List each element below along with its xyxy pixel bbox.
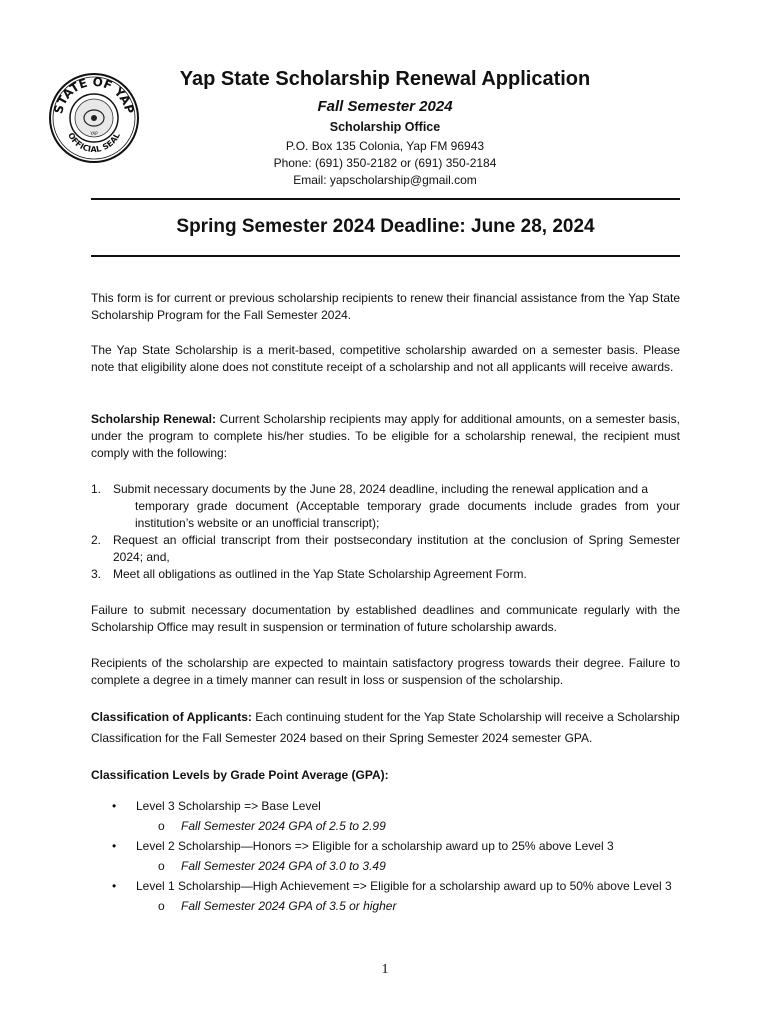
requirement-item [91,532,680,566]
level-item [112,836,680,856]
svg-text:STATE OF YAP: STATE OF YAP [51,74,137,116]
classification-label: Classification of Applicants: [91,710,252,724]
classification-paragraph [91,707,680,749]
level-gpa [112,896,680,916]
level-item [112,796,680,816]
requirement-text: Meet all obligations as outlined in the Yap State Scholarship Agreement Form. [113,567,527,581]
classification-text: Each continuing student for the Yap State Scholarship will receive a Scholarship Classification for the Fall Semester 2024 based on their Spring Semester 2024 semester GPA. [91,710,680,745]
requirements-list [91,481,680,583]
level-gpa-text: Fall Semester 2024 GPA of 3.5 or higher [181,899,397,913]
level-gpa [112,856,680,876]
requirement-number: 3. [91,567,102,581]
renewal-paragraph [91,411,680,462]
failure-paragraph: Failure to submit necessary documentation by established deadlines and communicate regularly with the Scholarship Office may result in suspension or termination of future scholarship awards. [91,603,680,634]
circle-bullet-icon: o [158,859,165,873]
level-label: Level 3 Scholarship => Base Level [136,799,321,813]
renewal-label: Scholarship Renewal: [91,412,216,426]
divider-top [91,198,680,200]
svg-text:YAP: YAP [90,131,98,136]
level-gpa [112,816,680,836]
svg-text:OFFICIAL SEAL: OFFICIAL SEAL [66,131,122,155]
level-gpa-text: Fall Semester 2024 GPA of 2.5 to 2.99 [181,819,386,833]
deadline-heading: Spring Semester 2024 Deadline: June 28, 2024 [176,216,595,237]
office-phone: Phone: (691) 350-2182 or (691) 350-2184 [273,156,497,170]
office-email: Email: yapscholarship@gmail.com [293,173,477,187]
levels-heading: Classification Levels by Grade Point Average (GPA): [91,768,389,782]
level-item [112,876,680,896]
office-address: P.O. Box 135 Colonia, Yap FM 96943 [285,139,485,153]
requirement-text: Submit necessary documents by the June 28, 2024 deadline, including the renewal application and a [113,482,649,496]
document-title: Yap State Scholarship Renewal Application [179,68,591,90]
levels-list [112,796,680,916]
bullet-icon: • [112,799,117,813]
requirement-item [91,566,680,583]
level-label: Level 2 Scholarship—Honors => Eligible for a scholarship award up to 25% above Level 3 [136,839,614,853]
requirement-number: 2. [91,533,102,547]
level-label: Level 1 Scholarship—High Achievement => Eligible for a scholarship award up to 50% above Level 3 [136,879,672,893]
circle-bullet-icon: o [158,819,165,833]
requirement-item [91,481,680,532]
merit-paragraph: The Yap State Scholarship is a merit-based, competitive scholarship awarded on a semester basis. Please note that eligibility alone does not constitute receipt of a scholarship and not all applicants will receive awards. [91,343,680,374]
bullet-icon: • [112,879,117,893]
page-number: 1 [381,962,389,977]
requirement-text-continued: temporary grade document (Acceptable temporary grade documents include grades from your institution’s website or an unofficial transcript); [135,499,680,530]
bullet-icon: • [112,839,117,853]
divider-bottom [91,255,680,257]
level-gpa-text: Fall Semester 2024 GPA of 3.0 to 3.49 [181,859,386,873]
official-seal-logo [48,72,140,164]
office-name: Scholarship Office [329,120,441,134]
requirement-number: 1. [91,482,102,496]
intro-paragraph: This form is for current or previous scholarship recipients to renew their financial assistance from the Yap State Scholarship Program for the Fall Semester 2024. [91,291,680,322]
requirement-text: Request an official transcript from their postsecondary institution at the conclusion of Spring Semester 2024; and, [113,533,680,564]
circle-bullet-icon: o [158,899,165,913]
renewal-text: Current Scholarship recipients may apply for additional amounts, on a semester basis, under the program to complete his/her studies. To be eligible for a scholarship renewal, the recipient must comply with the following: [91,412,680,460]
document-subtitle: Fall Semester 2024 [317,98,453,115]
progress-paragraph: Recipients of the scholarship are expected to maintain satisfactory progress towards their degree. Failure to complete a degree in a timely manner can result in loss or suspension of the scholarship. [91,656,680,687]
